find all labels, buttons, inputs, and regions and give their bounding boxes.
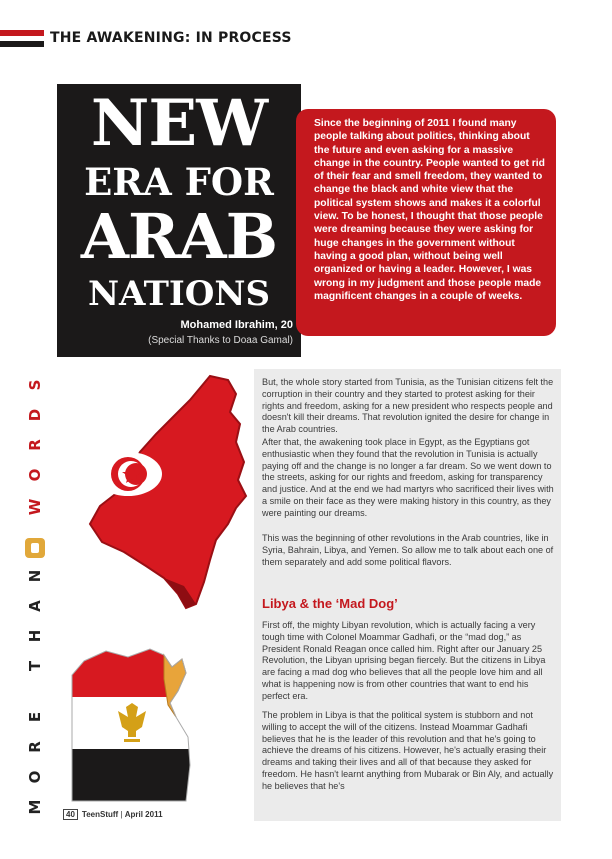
egypt-flag-icon (0, 30, 44, 47)
vertical-letter: N (26, 569, 44, 583)
page-number: 40 (63, 809, 78, 820)
footer (63, 809, 163, 820)
title-line-1: NEW (90, 86, 268, 161)
body-paragraph: The problem in Libya is that the political system is stubborn and not willing to accept the will of the citizens. Instead Moammar Gadhafi believes that he is the leader of this revolution and that he's going to achieve the dreams of his citizens. However, he's actually erasing their dreams and taking their lives and all of that because they asked for freedom. He hasn't learnt anything from Mubarak or Bin Aly, and actually he believes that he's (262, 710, 554, 791)
title-line-4: NATIONS (87, 274, 271, 314)
vertical-letter: D (26, 408, 44, 422)
vertical-letter: O (26, 468, 44, 482)
vertical-letter: R (26, 741, 44, 753)
thanks-credit: (Special Thanks to Doaa Gamal) (148, 335, 293, 346)
tunisia-map-illustration (60, 372, 250, 622)
subheading: Libya & the ‘Mad Dog’ (262, 596, 398, 611)
intro-box: Since the beginning of 2011 I found many people talking about politics, thinking about the future and even asking for a massive change in the country. People wanted to get rid of their fear and smell freedom, they wanted to change the black and white view that the political system shows and makes it a colorful view. To be honest, I thought that those people were dreaming because they were asking for huge changes in the government without having a good plan, without being well organized or having a leader. However, I was wrong in my judgment and those people made magnificent changes in a couple of weeks. (296, 109, 556, 336)
vertical-letter: A (26, 600, 44, 612)
magazine-name: TeenStuff (81, 810, 119, 819)
author-byline: Mohamed Ibrahim, 20 (180, 319, 293, 331)
footer-separator: | (118, 810, 125, 819)
vertical-letter: R (26, 439, 44, 451)
body-paragraph: After that, the awakening took place in Egypt, as the Egyptians got enthusiastic when they found that the revolution in Tunisia is actually paying off and the change is no longer a far dream. So we went down to the streets, asking for our rights and freedom, asking for transparency and justice. And at the end we had martyrs who sacrificed their lives with a smile on their face as they were making history in this country, as they were painting our dreams. (262, 437, 554, 518)
vertical-letter: W (26, 498, 44, 516)
vertical-letter: O (26, 770, 44, 784)
hand-icon (25, 538, 45, 558)
vertical-letter: E (26, 711, 44, 723)
title-line-3: ARAB (80, 200, 278, 273)
body-paragraph: This was the beginning of other revolutions in the Arab countries, like in Syria, Bahrain, Libya, and Yemen. So allow me to talk about each one of them separately and add some political flavors. (262, 533, 554, 567)
vertical-letter: M (26, 799, 44, 815)
issue-date: April 2011 (124, 810, 163, 819)
vertical-letter: T (26, 660, 44, 672)
vertical-letter: S (26, 379, 44, 391)
vertical-letter: H (26, 629, 44, 643)
title-line-2: ERA FOR (84, 160, 274, 204)
section-title: THE AWAKENING: IN PROCESS (50, 30, 292, 46)
body-paragraph: But, the whole story started from Tunisia, as the Tunisian citizens felt the corruption in their country and they started to protest asking for their rights and freedom, asking for a new president who respects people and doesn't kill their dreams. That revolution ignited the desire for change in the Arab countries. (262, 377, 554, 435)
egypt-map-illustration (66, 645, 194, 807)
body-paragraph: First off, the mighty Libyan revolution, which is actually facing a very tough time with Colonel Moammar Gadhafi, or the “mad dog,” as President Ronald Reagan once called him. Right after our January 25 Revolution, the Libyan uprising began fiercely. But the citizens in Libya are facing a mad dog who believes that all the people love him and all what is happening now is from other countries that want to end his perfect era. (262, 620, 546, 701)
title-block (57, 84, 301, 357)
